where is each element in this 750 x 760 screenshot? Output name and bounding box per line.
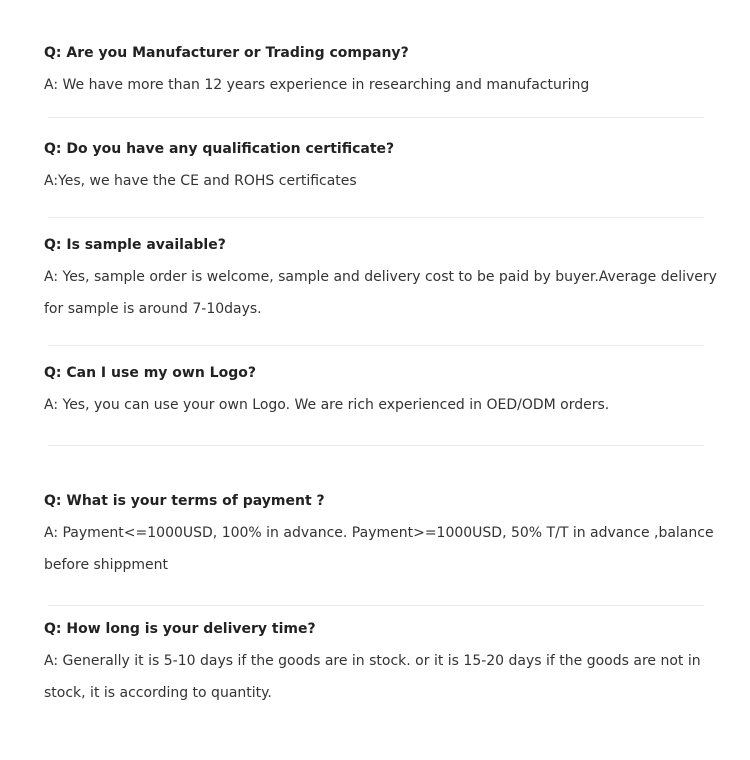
- faq-answer: A: We have more than 12 years experience in researching and manufacturing: [44, 77, 590, 93]
- faq-question: Q: Can I use my own Logo?: [44, 365, 256, 381]
- faq-question: Q: How long is your delivery time?: [44, 621, 316, 637]
- faq-divider: [48, 217, 704, 218]
- faq-answer: A: Yes, you can use your own Logo. We are rich experienced in OED/ODM orders.: [44, 397, 610, 413]
- faq-item-payment: [44, 485, 724, 581]
- faq-divider: [48, 605, 704, 606]
- faq-answer: A: Generally it is 5-10 days if the goods are in stock. or it is 15-20 days if the goods are not in stock, it is according to quantity.: [44, 653, 701, 701]
- faq-question: Q: Is sample available?: [44, 237, 226, 253]
- faq-divider: [48, 445, 704, 446]
- faq-divider: [48, 345, 704, 346]
- faq-item-sample: [44, 229, 724, 325]
- faq-answer: A: Yes, sample order is welcome, sample and delivery cost to be paid by buyer.Average delivery for sample is around 7-10days.: [44, 269, 717, 317]
- faq-answer: A:Yes, we have the CE and ROHS certificates: [44, 173, 357, 189]
- faq-item-delivery-time: [44, 613, 724, 709]
- faq-question: Q: What is your terms of payment ?: [44, 493, 325, 509]
- faq-divider: [48, 117, 704, 118]
- faq-item-manufacturer: [44, 37, 724, 101]
- faq-item-logo: [44, 357, 724, 421]
- faq-answer: A: Payment<=1000USD, 100% in advance. Payment>=1000USD, 50% T/T in advance ,balance before shippment: [44, 525, 714, 573]
- faq-item-certificate: [44, 133, 724, 197]
- faq-question: Q: Are you Manufacturer or Trading company?: [44, 45, 409, 61]
- faq-question: Q: Do you have any qualification certificate?: [44, 141, 395, 157]
